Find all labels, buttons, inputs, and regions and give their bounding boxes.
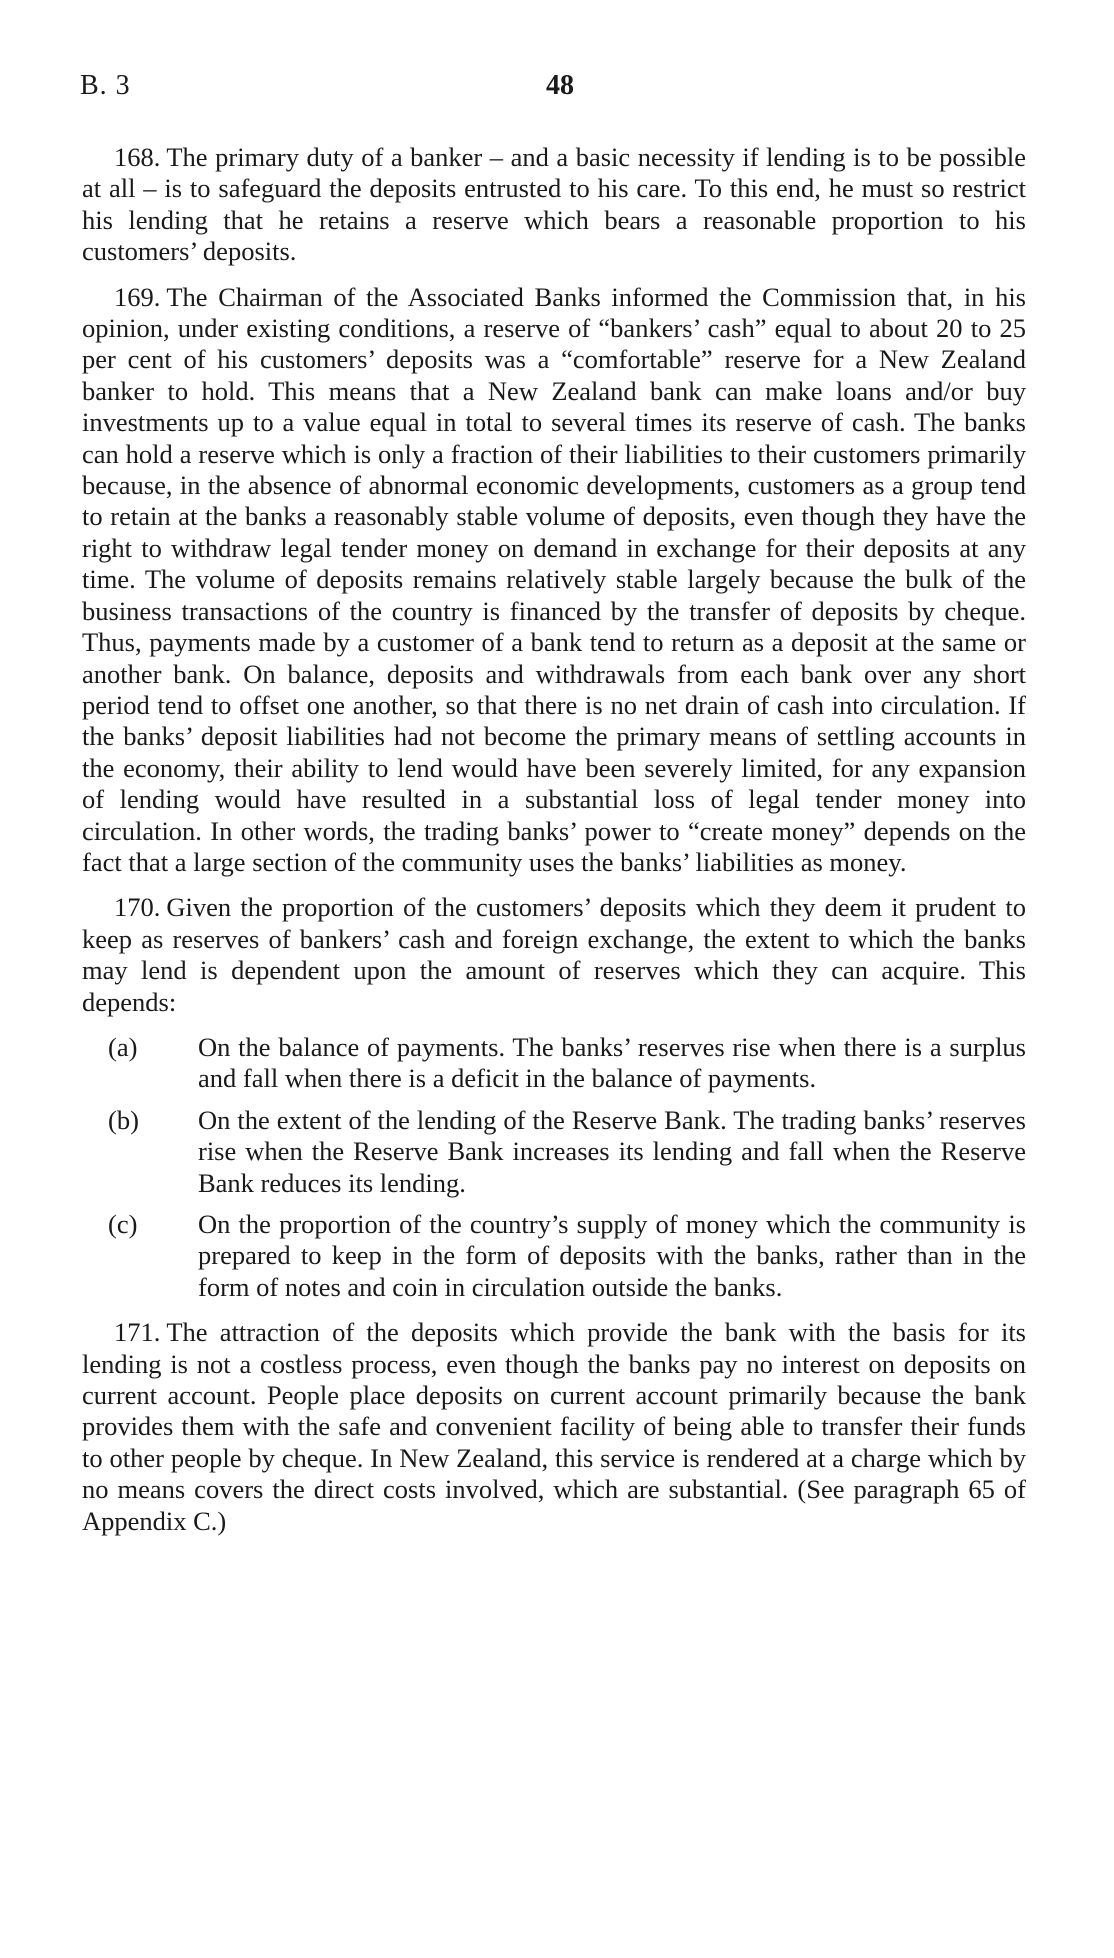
list-item-text: On the extent of the lending of the Reserve Bank. The trading banks’ reserves rise when the Reserve Bank increases its lending and fall when the Reserve Bank reduces its lending. — [198, 1104, 1026, 1198]
page-header — [80, 70, 1040, 110]
list-item-text: On the proportion of the country’s supply of money which the community is prepared to keep in the form of deposits with the banks, rather than in the form of notes and coin in circulation outside the banks. — [198, 1209, 1026, 1302]
paragraph-text: The attraction of the deposits which provide the bank with the basis for its lending is not a costless process, even though the banks pay no interest on deposits on current account. People place deposits on current account primarily because the bank provides them with the safe and convenient facility of being able to transfer their funds to other people by cheque. In New Zealand, this service is rendered at a charge which by no means covers the direct costs involved, which are substantial. (See paragraph 65 of Appendix C.) — [82, 1317, 1026, 1536]
paragraph-171 — [82, 1317, 1026, 1537]
body-text — [82, 142, 1026, 1551]
list-marker: (b) — [108, 1104, 139, 1135]
paragraph-170 — [82, 892, 1026, 1018]
list-item-c — [82, 1209, 1026, 1303]
paragraph-number: 169. — [114, 281, 161, 312]
list-item-b — [82, 1105, 1026, 1199]
list-marker: (c) — [108, 1209, 138, 1239]
paragraph-text: The Chairman of the Associated Banks informed the Commission that, in his opinion, under existing conditions, a reserve of “bankers’ cash” equal to about 20 to 25 per cent of his customers’ deposits was a “comfortable” reserve for a New Zealand banker to hold. This means that a New Zealand bank can make loans and/or buy investments up to a value equal in total to several times its reserve of cash. The banks can hold a reserve which is only a fraction of their liabilities to their customers primarily because, in the absence of abnormal economic developments, customers as a group tend to retain at the banks a reasonably stable volume of deposits, even though they have the right to withdraw legal tender money on demand in exchange for their deposits at any time. The volume of deposits remains relatively stable largely because the bulk of the business transactions of the country is financed by the transfer of deposits by cheque. Thus, payments made by a customer of a bank tend to return as a deposit at the same or another bank. On balance, deposits and withdrawals from each bank over any short period tend to offset one another, so that there is no net drain of cash into circulation. If the banks’ deposit liabilities had not become the primary means of settling accounts in the economy, their ability to lend would have been severely limited, for any expansion of lending would have resulted in a substantial loss of legal tender money into circulation. In other words, the trading banks’ power to “create money” depends on the fact that a large section of the community uses the banks’ liabilities as money. — [82, 281, 1026, 877]
paragraph-168 — [82, 142, 1026, 268]
paragraph-number: 168. — [114, 142, 161, 172]
list-marker: (a) — [108, 1031, 138, 1062]
page-reference: B. 3 — [80, 70, 131, 101]
paragraph-169 — [82, 282, 1026, 879]
page-number: 48 — [546, 70, 574, 101]
paragraph-text: The primary duty of a banker – and a basic necessity if lending is to be possible at all – is to safeguard the deposits entrusted to his care. To this end, he must so restrict his lending that he retains a reserve which bears a reasonable proportion to his customers’ deposits. — [82, 142, 1026, 267]
reserve-factors-list — [82, 1032, 1026, 1303]
paragraph-text: Given the proportion of the customers’ deposits which they deem it prudent to keep as reserves of bankers’ cash and foreign exchange, the extent to which the banks may lend is dependent upon the amount of reserves which they can acquire. This depends: — [82, 892, 1026, 1017]
paragraph-number: 171. — [114, 1317, 161, 1348]
list-item-a — [82, 1032, 1026, 1095]
list-item-text: On the balance of payments. The banks’ reserves rise when there is a surplus and fall when there is a deficit in the balance of payments. — [198, 1031, 1026, 1094]
paragraph-number: 170. — [114, 892, 161, 923]
